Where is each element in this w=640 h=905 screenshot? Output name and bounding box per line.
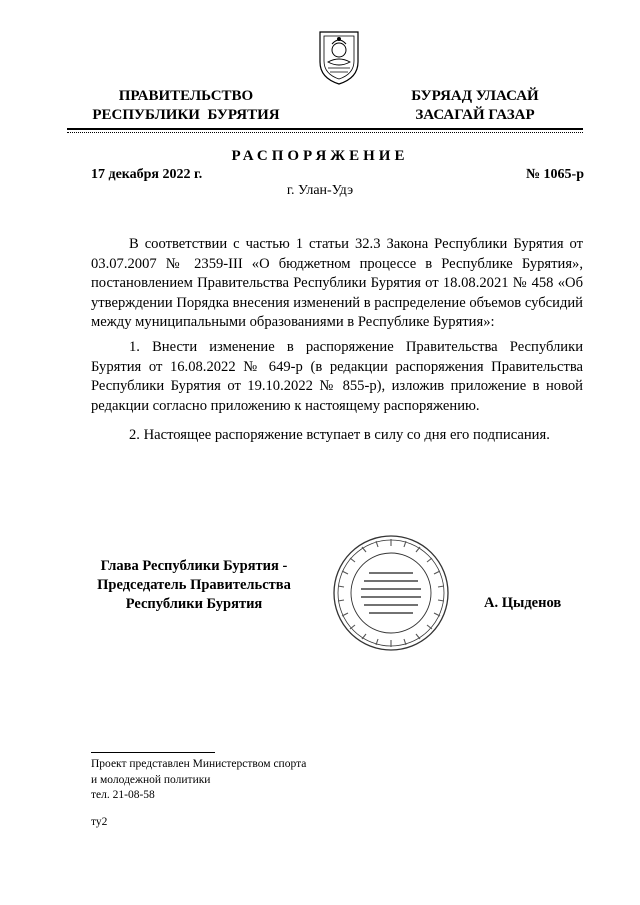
footnote-phone: тел. 21-08-58 (91, 789, 155, 801)
official-stamp-icon (331, 533, 451, 653)
signatory-title-line3: Республики Бурятия (125, 596, 263, 612)
footnote (91, 757, 306, 804)
signatory-title-line2: Председатель Правительства (97, 577, 291, 593)
footnote-divider (91, 752, 215, 753)
government-name-buryat (392, 87, 558, 125)
document-city: г. Улан-Удэ (286, 183, 354, 198)
header-left-line1: ПРАВИТЕЛЬСТВО (118, 88, 254, 104)
signatory-title-line1: Глава Республики Бурятия - (100, 558, 288, 574)
document-number: № 1065-р (525, 167, 584, 182)
header-right-line1: БУРЯАД УЛАСАЙ (411, 88, 539, 104)
body-paragraph-preamble: В соответствии с частью 1 статьи 32.3 Закона Республики Бурятия от 03.07.2007 № 2359-III «О бюджетном процессе в Республике Бурятия», постановлением Правительства Республики Бурятия от 18.08.2021 № 458 «Об утверждении Порядка внесения изменений в распределение объемов субсидий между муниципальными образованиями в Республике Бурятия»: (91, 236, 583, 331)
signatory-name: А. Цыденов (484, 595, 562, 611)
header-divider-dotted (67, 132, 583, 133)
coat-of-arms-icon (316, 28, 362, 86)
header-divider (67, 128, 583, 130)
government-name-russian (88, 87, 284, 125)
document-date: 17 декабря 2022 г. (91, 167, 203, 182)
signatory-title (80, 557, 308, 614)
document-code: ту2 (91, 816, 108, 828)
footnote-line1: Проект представлен Министерством спорта (91, 758, 307, 770)
body-paragraph-item1: 1. Внести изменение в распоряжение Правительства Республики Бурятия от 16.08.2022 № 649-р (в редакции распоряжения Правительства Республики Бурятия от 19.10.2022 № 855-р), изложив приложение в новой редакции согласно приложению к настоящему распоряжению. (91, 339, 583, 414)
header-left-line2: РЕСПУБЛИКИ БУРЯТИЯ (92, 107, 280, 123)
document-title: РАСПОРЯЖЕНИЕ (231, 148, 409, 164)
footnote-line2: и молодежной политики (91, 773, 211, 786)
body-paragraph-item2: 2. Настоящее распоряжение вступает в силу со дня его подписания. (129, 427, 550, 443)
header-right-line2: ЗАСАГАЙ ГАЗАР (415, 107, 535, 123)
